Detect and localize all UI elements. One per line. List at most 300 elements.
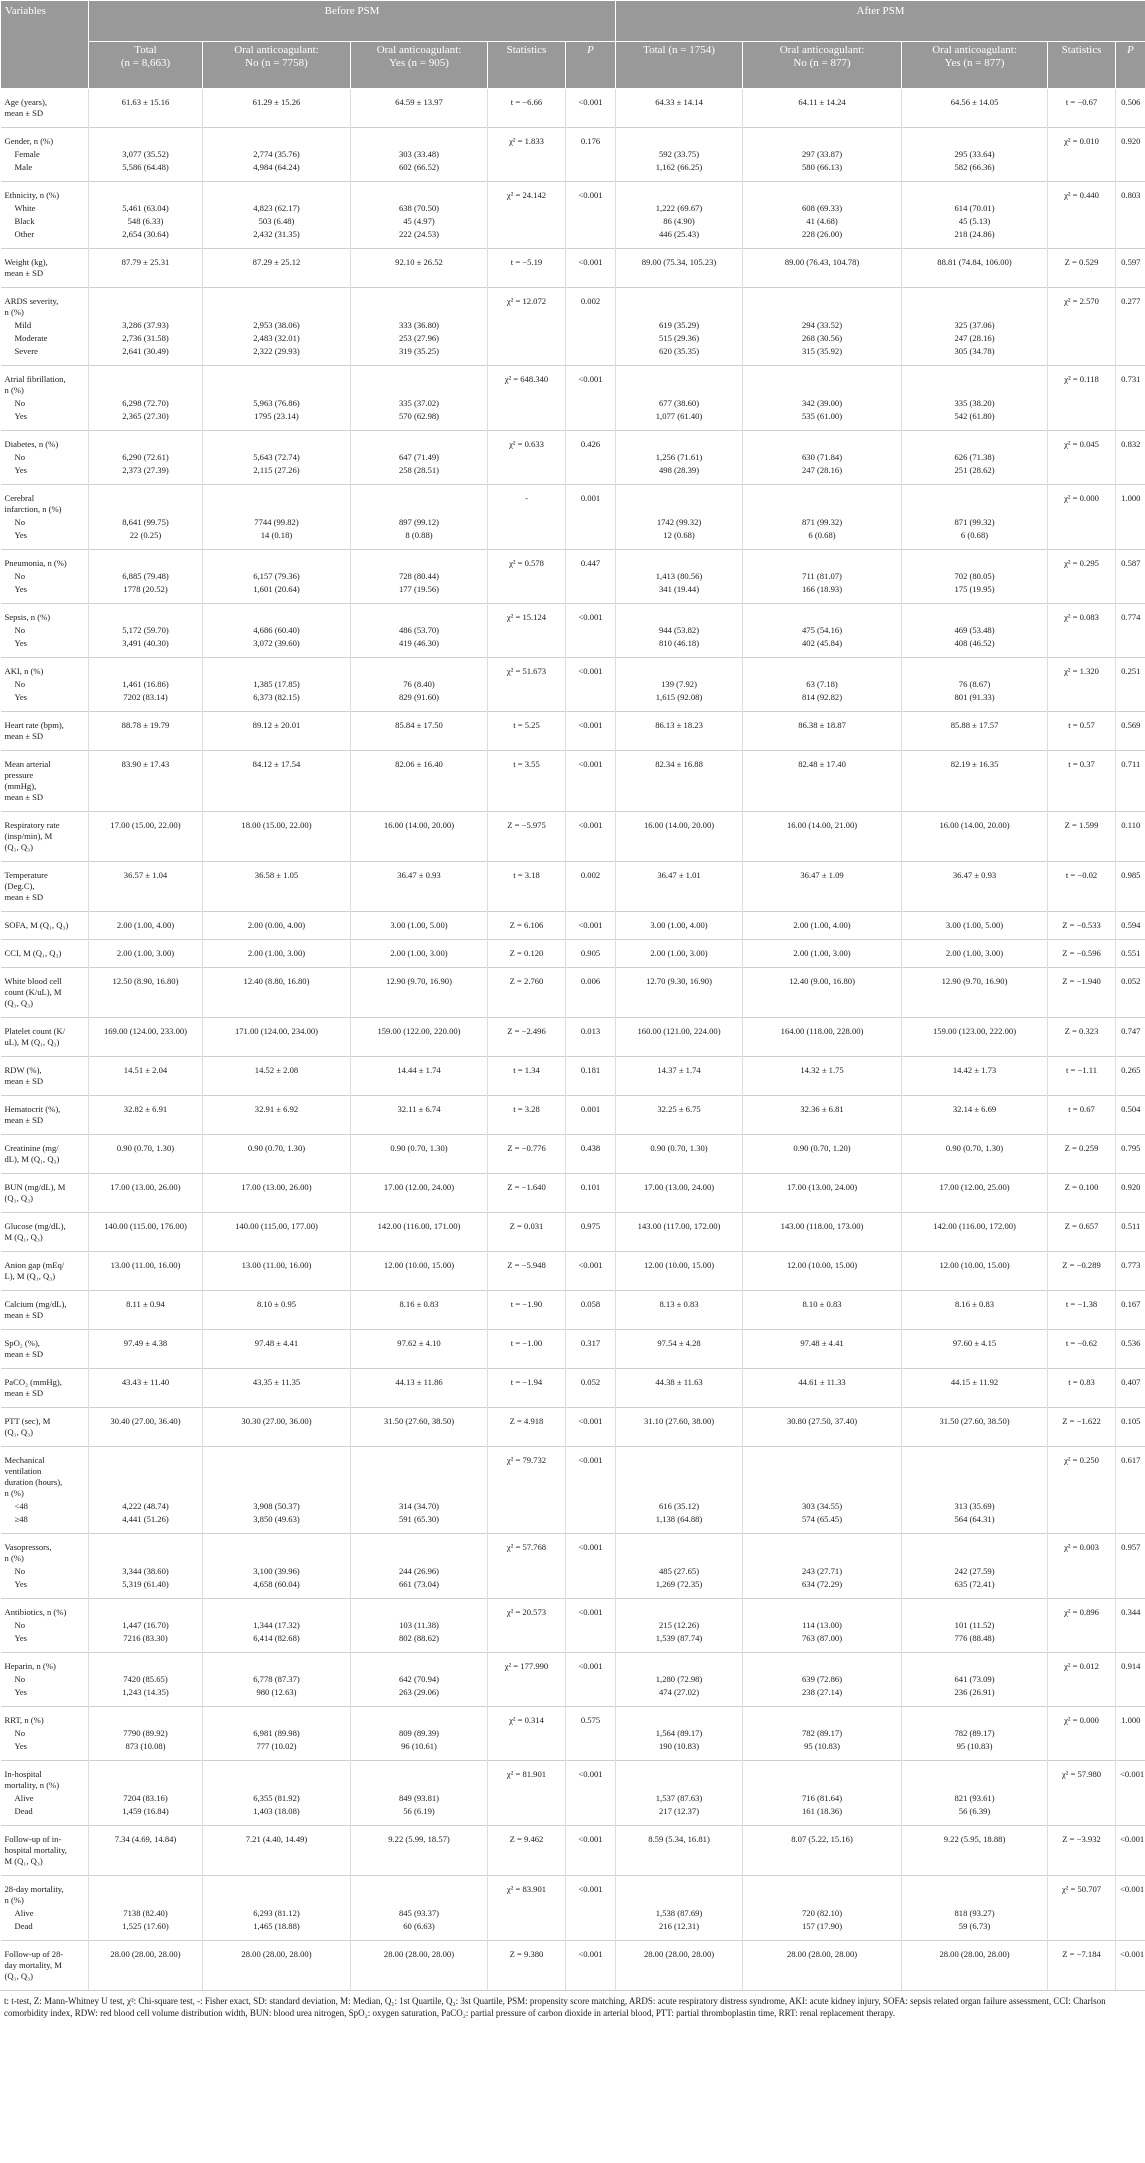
table-cell — [351, 1876, 488, 1908]
table-cell: 980 (12.63) — [203, 1686, 351, 1707]
table-cell — [1116, 1805, 1145, 1826]
table-cell: 7216 (83.30) — [89, 1632, 203, 1653]
table-cell: 56 (6.39) — [902, 1805, 1048, 1826]
table-cell: Z = 0.031 — [488, 1213, 566, 1252]
table-cell — [566, 397, 616, 410]
table-cell: 814 (92.82) — [743, 691, 902, 712]
table-cell: 142.00 (116.00, 172.00) — [902, 1213, 1048, 1252]
table-cell — [488, 1513, 566, 1534]
table-cell — [566, 570, 616, 583]
table-cell — [566, 1578, 616, 1599]
table-cell: 43.35 ± 11.35 — [203, 1369, 351, 1408]
table-cell: χ² = 15.124 — [488, 604, 566, 625]
table-cell: 31.50 (27.60, 38.50) — [902, 1408, 1048, 1447]
table-cell: 89.00 (76.43, 104.78) — [743, 249, 902, 288]
table-cell: <0.001 — [566, 1252, 616, 1291]
table-cell: <0.001 — [566, 1408, 616, 1447]
table-cell — [1048, 410, 1116, 431]
table-cell: t = 3.28 — [488, 1096, 566, 1135]
table-cell: 143.00 (117.00, 172.00) — [616, 1213, 743, 1252]
table-cell — [488, 202, 566, 215]
variable-label: SpO₂ (%), mean ± SD — [1, 1330, 89, 1369]
table-cell: χ² = 0.295 — [1048, 550, 1116, 571]
table-cell: 6,885 (79.48) — [89, 570, 203, 583]
table-cell: 166 (18.93) — [743, 583, 902, 604]
table-cell: 408 (46.52) — [902, 637, 1048, 658]
variable-label: White blood cell count (K/uL), M (Q₁, Q₃) — [1, 968, 89, 1018]
table-cell: χ² = 0.440 — [1048, 182, 1116, 203]
table-cell: 60 (6.63) — [351, 1920, 488, 1941]
table-cell: 86 (4.90) — [616, 215, 743, 228]
variable-label: Ethnicity, n (%) — [1, 182, 89, 203]
table-cell: 711 (81.07) — [743, 570, 902, 583]
table-cell: 0.587 — [1116, 550, 1145, 571]
table-cell: Z = −1.640 — [488, 1174, 566, 1213]
category-label: Yes — [14, 584, 28, 594]
table-cell — [203, 658, 351, 679]
variable-label: Antibiotics, n (%) — [1, 1599, 89, 1620]
table-cell: χ² = 81.901 — [488, 1761, 566, 1793]
table-cell: 8.10 ± 0.95 — [203, 1291, 351, 1330]
table-row — [1, 128, 1145, 149]
table-cell: <0.001 — [566, 1941, 616, 1991]
table-cell: <0.001 — [1116, 1876, 1145, 1908]
table-subrow — [1, 332, 1145, 345]
table-cell: 0.536 — [1116, 1330, 1145, 1369]
table-cell: 0.594 — [1116, 912, 1145, 940]
column-header: Oral anticoagulant: Yes (n = 877) — [902, 42, 1048, 89]
table-cell: 446 (25.43) — [616, 228, 743, 249]
table-cell: 14 (0.18) — [203, 529, 351, 550]
table-cell: 238 (27.14) — [743, 1686, 902, 1707]
category-label: No — [14, 1566, 26, 1576]
table-cell: 818 (93.27) — [902, 1907, 1048, 1920]
table-cell: 7744 (99.82) — [203, 516, 351, 529]
table-cell — [1048, 624, 1116, 637]
table-cell — [1048, 1500, 1116, 1513]
table-cell — [1116, 148, 1145, 161]
table-cell: t = 1.34 — [488, 1057, 566, 1096]
variable-label: PaCO₂ (mmHg), mean ± SD — [1, 1369, 89, 1408]
table-cell: 2.00 (1.00, 3.00) — [203, 940, 351, 968]
table-cell: 873 (10.08) — [89, 1740, 203, 1761]
table-cell — [566, 161, 616, 182]
table-cell: 28.00 (28.00, 28.00) — [89, 1941, 203, 1991]
table-cell: <0.001 — [566, 812, 616, 862]
variable-label: Pneumonia, n (%) — [1, 550, 89, 571]
table-cell: 335 (38.20) — [902, 397, 1048, 410]
variable-label: 28-day mortality, n (%) — [1, 1876, 89, 1908]
table-cell: 7202 (83.14) — [89, 691, 203, 712]
table-cell: 2.00 (1.00, 4.00) — [89, 912, 203, 940]
table-cell: 12.50 (8.90, 16.80) — [89, 968, 203, 1018]
table-cell — [566, 202, 616, 215]
table-subrow — [1, 570, 1145, 583]
variable-label: Age (years), mean ± SD — [1, 89, 89, 128]
table-cell: 140.00 (115.00, 177.00) — [203, 1213, 351, 1252]
table-cell — [1116, 1513, 1145, 1534]
table-cell — [616, 1534, 743, 1566]
table-cell — [488, 215, 566, 228]
table-cell: 802 (88.62) — [351, 1632, 488, 1653]
table-cell: 41 (4.68) — [743, 215, 902, 228]
table-cell: 9.22 (5.99, 18.57) — [351, 1826, 488, 1876]
table-cell: 0.90 (0.70, 1.30) — [902, 1135, 1048, 1174]
table-subrow — [1, 1513, 1145, 1534]
category-label: No — [14, 571, 26, 581]
table-cell: 0.002 — [566, 862, 616, 912]
table-cell — [1048, 1632, 1116, 1653]
table-cell — [566, 410, 616, 431]
table-row — [1, 940, 1145, 968]
table-cell: 1,138 (64.88) — [616, 1513, 743, 1534]
table-cell: <0.001 — [566, 1826, 616, 1876]
table-cell: 84.12 ± 17.54 — [203, 751, 351, 812]
table-cell — [203, 1653, 351, 1674]
table-cell — [616, 431, 743, 452]
table-cell — [89, 1599, 203, 1620]
table-cell: t = 0.57 — [1048, 712, 1116, 751]
table-cell — [351, 550, 488, 571]
table-cell: 87.29 ± 25.12 — [203, 249, 351, 288]
table-cell: 222 (24.53) — [351, 228, 488, 249]
table-cell — [566, 464, 616, 485]
table-cell: 0.795 — [1116, 1135, 1145, 1174]
table-cell: 28.00 (28.00, 28.00) — [616, 1941, 743, 1991]
table-cell: 335 (37.02) — [351, 397, 488, 410]
category-label: No — [14, 625, 26, 635]
table-cell: 36.58 ± 1.05 — [203, 862, 351, 912]
table-cell — [488, 148, 566, 161]
table-cell — [351, 1599, 488, 1620]
table-subrow — [1, 637, 1145, 658]
table-cell — [902, 1599, 1048, 1620]
table-cell: 303 (34.55) — [743, 1500, 902, 1513]
table-cell — [488, 1792, 566, 1805]
table-cell — [566, 1740, 616, 1761]
table-cell: 630 (71.84) — [743, 451, 902, 464]
table-cell: 85.88 ± 17.57 — [902, 712, 1048, 751]
table-cell — [351, 431, 488, 452]
table-cell: 45 (4.97) — [351, 215, 488, 228]
table-cell: 97.48 ± 4.41 — [203, 1330, 351, 1369]
table-subrow — [1, 529, 1145, 550]
category-label: Alive — [14, 1908, 34, 1918]
table-subrow — [1, 1686, 1145, 1707]
table-cell: 190 (10.83) — [616, 1740, 743, 1761]
table-cell: 28.00 (28.00, 28.00) — [902, 1941, 1048, 1991]
table-cell: 0.504 — [1116, 1096, 1145, 1135]
table-cell — [1048, 570, 1116, 583]
table-subrow — [1, 464, 1145, 485]
table-cell: 305 (34.78) — [902, 345, 1048, 366]
table-row — [1, 751, 1145, 812]
table-cell — [351, 182, 488, 203]
table-cell: 28.00 (28.00, 28.00) — [203, 1941, 351, 1991]
table-cell: t = −6.66 — [488, 89, 566, 128]
table-cell: Z = −0.289 — [1048, 1252, 1116, 1291]
table-cell: 258 (28.51) — [351, 464, 488, 485]
table-cell: 626 (71.38) — [902, 451, 1048, 464]
table-cell — [488, 1673, 566, 1686]
after-psm-header: After PSM — [616, 1, 1145, 42]
table-cell — [566, 691, 616, 712]
table-cell — [1048, 319, 1116, 332]
table-cell — [566, 678, 616, 691]
table-cell — [1048, 1673, 1116, 1686]
variable-label: Mean arterial pressure (mmHg), mean ± SD — [1, 751, 89, 812]
table-cell: 1,447 (16.70) — [89, 1619, 203, 1632]
table-row — [1, 1761, 1145, 1793]
table-cell: χ² = 57.980 — [1048, 1761, 1116, 1793]
category-label: No — [14, 1674, 26, 1684]
table-cell: 639 (72.86) — [743, 1673, 902, 1686]
category-label: Mild — [14, 320, 32, 330]
table-cell: Z = −3.932 — [1048, 1826, 1116, 1876]
table-cell: 59 (6.73) — [902, 1920, 1048, 1941]
table-cell: 218 (24.86) — [902, 228, 1048, 249]
table-cell: 1,525 (17.60) — [89, 1920, 203, 1941]
table-cell: 247 (28.16) — [743, 464, 902, 485]
table-cell: 333 (36.80) — [351, 319, 488, 332]
table-cell: χ² = 1.833 — [488, 128, 566, 149]
table-cell: 28.00 (28.00, 28.00) — [743, 1941, 902, 1991]
table-cell: 801 (91.33) — [902, 691, 1048, 712]
table-cell: 608 (69.33) — [743, 202, 902, 215]
table-cell: 809 (89.39) — [351, 1727, 488, 1740]
table-cell: t = −0.67 — [1048, 89, 1116, 128]
table-cell — [488, 1740, 566, 1761]
table-cell: 2.00 (1.00, 3.00) — [743, 940, 902, 968]
table-cell — [488, 678, 566, 691]
table-cell — [743, 658, 902, 679]
table-cell: 341 (19.44) — [616, 583, 743, 604]
table-cell: 56 (6.19) — [351, 1805, 488, 1826]
table-cell: 3.00 (1.00, 5.00) — [351, 912, 488, 940]
table-cell — [1116, 678, 1145, 691]
variable-label: Diabetes, n (%) — [1, 431, 89, 452]
table-cell: 7138 (82.40) — [89, 1907, 203, 1920]
table-cell: 7204 (83.16) — [89, 1792, 203, 1805]
table-cell — [566, 529, 616, 550]
table-cell — [566, 1500, 616, 1513]
table-cell: 294 (33.52) — [743, 319, 902, 332]
table-cell: 0.832 — [1116, 431, 1145, 452]
table-subrow — [1, 319, 1145, 332]
table-cell: 44.15 ± 11.92 — [902, 1369, 1048, 1408]
table-cell — [1116, 332, 1145, 345]
table-cell: 342 (39.00) — [743, 397, 902, 410]
table-cell — [89, 182, 203, 203]
table-cell: 86.13 ± 18.23 — [616, 712, 743, 751]
table-cell: χ² = 0.314 — [488, 1707, 566, 1728]
table-cell — [351, 485, 488, 517]
table-cell: 580 (66.13) — [743, 161, 902, 182]
table-cell: 871 (99.32) — [902, 516, 1048, 529]
table-cell — [566, 637, 616, 658]
table-cell: 140.00 (115.00, 176.00) — [89, 1213, 203, 1252]
table-cell: 0.617 — [1116, 1447, 1145, 1501]
table-row — [1, 249, 1145, 288]
table-cell: 0.317 — [566, 1330, 616, 1369]
table-cell: 295 (33.64) — [902, 148, 1048, 161]
table-cell: 1,537 (87.63) — [616, 1792, 743, 1805]
table-cell: 16.00 (14.00, 20.00) — [616, 812, 743, 862]
table-cell: 602 (66.52) — [351, 161, 488, 182]
table-cell: <0.001 — [566, 1761, 616, 1793]
table-cell: t = −1.38 — [1048, 1291, 1116, 1330]
table-cell: 114 (13.00) — [743, 1619, 902, 1632]
table-cell: 0.920 — [1116, 128, 1145, 149]
table-cell: 157 (17.90) — [743, 1920, 902, 1941]
variable-label: Respiratory rate (insp/min), M (Q₁, Q₃) — [1, 812, 89, 862]
column-header: Statistics — [1048, 42, 1116, 89]
variable-label: Glucose (mg/dL), M (Q₁, Q₃) — [1, 1213, 89, 1252]
table-cell: <0.001 — [566, 751, 616, 812]
table-row — [1, 1534, 1145, 1566]
table-cell: 32.82 ± 6.91 — [89, 1096, 203, 1135]
table-cell: t = 5.25 — [488, 712, 566, 751]
table-cell — [1116, 691, 1145, 712]
category-label: Yes — [14, 692, 28, 702]
table-cell — [743, 288, 902, 320]
table-cell: 247 (28.16) — [902, 332, 1048, 345]
table-cell: 8 (0.88) — [351, 529, 488, 550]
category-label: No — [14, 452, 26, 462]
table-cell — [743, 366, 902, 398]
table-cell: 592 (33.75) — [616, 148, 743, 161]
table-cell: 620 (35.35) — [616, 345, 743, 366]
table-cell — [1116, 161, 1145, 182]
table-cell: 12.70 (9.30, 16.90) — [616, 968, 743, 1018]
table-subrow — [1, 1632, 1145, 1653]
table-cell — [488, 319, 566, 332]
table-cell: 164.00 (118.00, 228.00) — [743, 1018, 902, 1057]
table-cell: <0.001 — [566, 1534, 616, 1566]
table-cell: 1,465 (18.88) — [203, 1920, 351, 1941]
table-cell: χ² = 0.083 — [1048, 604, 1116, 625]
table-cell: 12.00 (10.00, 15.00) — [351, 1252, 488, 1291]
table-row — [1, 1252, 1145, 1291]
table-cell: <0.001 — [566, 604, 616, 625]
variable-label: In-hospital mortality, n (%) — [1, 1761, 89, 1793]
table-cell: 419 (46.30) — [351, 637, 488, 658]
table-subrow — [1, 215, 1145, 228]
category-label: No — [14, 517, 26, 527]
table-cell: 0.597 — [1116, 249, 1145, 288]
table-cell: <0.001 — [566, 712, 616, 751]
table-cell: 2,322 (29.93) — [203, 345, 351, 366]
column-header: Total (n = 1754) — [616, 42, 743, 89]
table-cell: 82.06 ± 16.40 — [351, 751, 488, 812]
table-cell — [1048, 148, 1116, 161]
table-cell: 36.47 ± 0.93 — [351, 862, 488, 912]
category-label: Yes — [14, 411, 28, 421]
table-cell: 548 (6.33) — [89, 215, 203, 228]
table-cell: <0.001 — [566, 1653, 616, 1674]
table-cell: 0.506 — [1116, 89, 1145, 128]
table-cell: 143.00 (118.00, 173.00) — [743, 1213, 902, 1252]
table-cell — [203, 1534, 351, 1566]
table-cell: 87.79 ± 25.31 — [89, 249, 203, 288]
table-cell: 12.40 (9.00, 16.80) — [743, 968, 902, 1018]
table-cell: χ² = 0.012 — [1048, 1653, 1116, 1674]
table-cell: - — [488, 485, 566, 517]
table-cell: t = 0.67 — [1048, 1096, 1116, 1135]
table-cell: 14.52 ± 2.08 — [203, 1057, 351, 1096]
table-cell: Z = 0.120 — [488, 940, 566, 968]
variable-label: AKI, n (%) — [1, 658, 89, 679]
table-cell — [488, 691, 566, 712]
category-label: No — [14, 1620, 26, 1630]
table-cell — [566, 1686, 616, 1707]
table-row — [1, 1174, 1145, 1213]
column-header: Total (n = 8,663) — [89, 42, 203, 89]
table-cell — [743, 431, 902, 452]
table-cell: 14.32 ± 1.75 — [743, 1057, 902, 1096]
table-cell: 0.058 — [566, 1291, 616, 1330]
table-cell: 3,850 (49.63) — [203, 1513, 351, 1534]
table-cell: χ² = 0.003 — [1048, 1534, 1116, 1566]
table-cell: 32.25 ± 6.75 — [616, 1096, 743, 1135]
table-cell: 0.803 — [1116, 182, 1145, 203]
table-cell: χ² = 2.570 — [1048, 288, 1116, 320]
table-cell: 14.42 ± 1.73 — [902, 1057, 1048, 1096]
table-cell: 6 (0.68) — [902, 529, 1048, 550]
table-cell: 228 (26.00) — [743, 228, 902, 249]
table-cell — [203, 182, 351, 203]
table-cell: 86.38 ± 18.87 — [743, 712, 902, 751]
table-cell — [203, 1876, 351, 1908]
table-cell: χ² = 57.768 — [488, 1534, 566, 1566]
table-cell: 6,373 (82.15) — [203, 691, 351, 712]
table-cell: 0.90 (0.70, 1.30) — [351, 1135, 488, 1174]
table-cell — [351, 604, 488, 625]
table-cell — [351, 366, 488, 398]
table-cell: 243 (27.71) — [743, 1565, 902, 1578]
table-cell: 782 (89.17) — [743, 1727, 902, 1740]
table-cell — [1048, 529, 1116, 550]
table-cell — [1048, 228, 1116, 249]
table-row — [1, 182, 1145, 203]
table-cell: 97.60 ± 4.15 — [902, 1330, 1048, 1369]
table-cell — [1048, 345, 1116, 366]
table-cell: <0.001 — [566, 1447, 616, 1501]
table-cell: 0.176 — [566, 128, 616, 149]
table-cell: 0.105 — [1116, 1408, 1145, 1447]
table-cell: t = 3.18 — [488, 862, 566, 912]
table-cell: 45 (5.13) — [902, 215, 1048, 228]
table-cell: 92.10 ± 26.52 — [351, 249, 488, 288]
table-cell: 5,963 (76.86) — [203, 397, 351, 410]
table-cell: 12.90 (9.70, 16.90) — [351, 968, 488, 1018]
category-label: Yes — [14, 530, 28, 540]
table-cell: 5,461 (63.04) — [89, 202, 203, 215]
category-label: Yes — [14, 1741, 28, 1751]
table-cell: 638 (70.50) — [351, 202, 488, 215]
table-cell — [488, 410, 566, 431]
table-cell: 12 (0.68) — [616, 529, 743, 550]
variable-label: BUN (mg/dL), M (Q₁, Q₃) — [1, 1174, 89, 1213]
table-cell: χ² = 0.118 — [1048, 366, 1116, 398]
table-cell: 3,491 (40.30) — [89, 637, 203, 658]
table-row — [1, 89, 1145, 128]
table-cell: 0.438 — [566, 1135, 616, 1174]
table-cell: χ² = 0.000 — [1048, 1707, 1116, 1728]
table-cell: 6,157 (79.36) — [203, 570, 351, 583]
table-cell — [351, 1653, 488, 1674]
table-cell: 1,385 (17.85) — [203, 678, 351, 691]
